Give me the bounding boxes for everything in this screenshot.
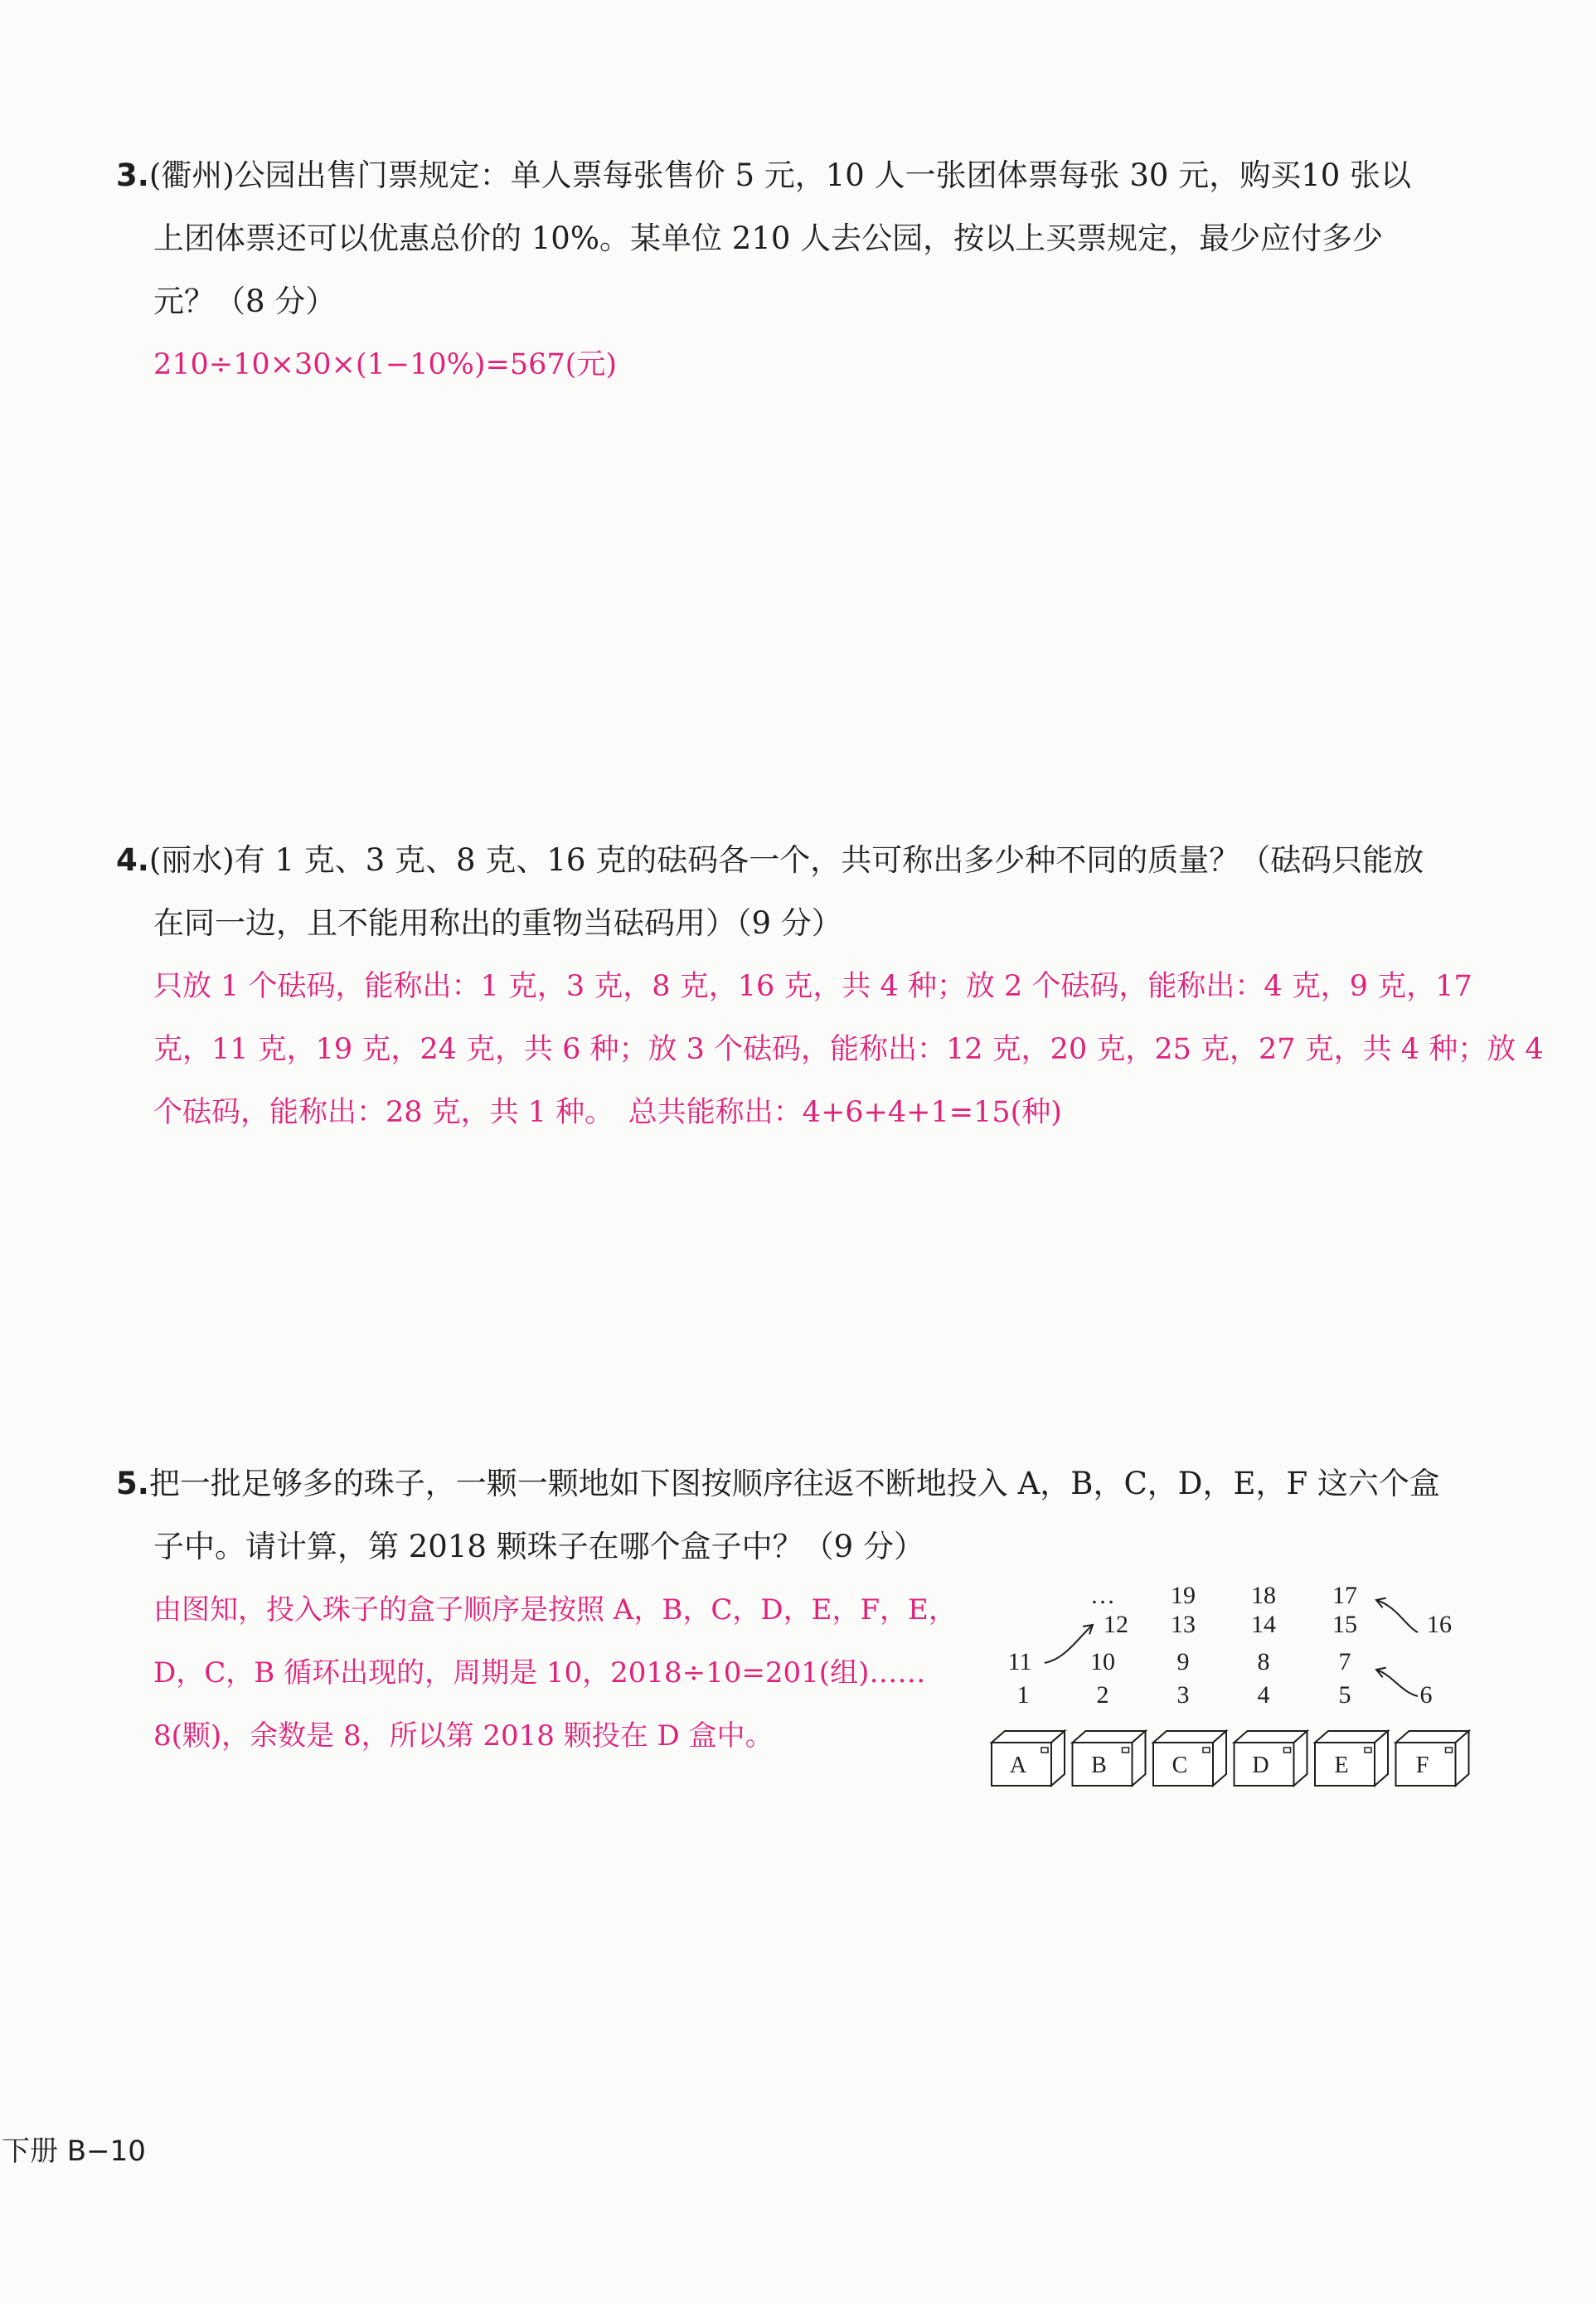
- question-4-number: 4.: [116, 842, 149, 878]
- question-4-answer-line-2: 克，11 克，19 克，24 克，共 6 种；放 3 个砝码，能称出：12 克，20 克，25 克，27 克，共 4 种；放 4: [153, 1033, 1544, 1066]
- box-e: [1315, 1731, 1388, 1786]
- question-5-line-2: 子中。请计算，第 2018 颗珠子在哪个盒子中？（9 分）: [153, 1529, 924, 1564]
- question-3-line-2: 上团体票还可以优惠总价的 10%。某单位 210 人去公园，按以上买票规定，最少应付多少: [153, 221, 1384, 256]
- question-5-number: 5.: [116, 1466, 149, 1501]
- question-4-line-1: 4.(丽水)有 1 克、3 克、8 克、16 克的砝码各一个，共可称出多少种不同的质量？（砝码只能放: [116, 842, 1424, 878]
- diagram-number: 3: [1176, 1681, 1190, 1709]
- diagram-number: 17: [1332, 1582, 1357, 1609]
- question-5-answer-line-1: 由图知，投入珠子的盒子顺序是按照 A，B，C，D，E，F，E，: [153, 1593, 957, 1627]
- question-4-answer-line-1: 只放 1 个砝码，能称出：1 克，3 克，8 克，16 克，共 4 种；放 2 个砝码，能称出：4 克，9 克，17: [153, 970, 1472, 1003]
- diagram-number: 19: [1171, 1582, 1196, 1609]
- question-3-number: 3.: [116, 158, 149, 193]
- diagram-arrow: [1376, 1670, 1418, 1696]
- diagram-arrow: [1045, 1625, 1093, 1663]
- diagram-number: 10: [1090, 1648, 1115, 1675]
- box-label: C: [1172, 1753, 1188, 1778]
- diagram-number: 2: [1096, 1681, 1109, 1709]
- question-3-answer: 210÷10×30×(1−10%)=567(元): [153, 348, 617, 381]
- box-label: F: [1415, 1753, 1429, 1778]
- box-b: [1073, 1731, 1146, 1786]
- diagram-number: 13: [1171, 1611, 1196, 1638]
- box-f: [1396, 1731, 1469, 1786]
- diagram-number: 9: [1176, 1648, 1190, 1675]
- diagram-number: 16: [1427, 1611, 1452, 1638]
- question-4-answer-line-3: 个砝码，能称出：28 克，共 1 种。 总共能称出：4+6+4+1=15(种): [153, 1096, 1062, 1129]
- question-3: [116, 144, 1476, 396]
- question-3-line-3: 元？（8 分）: [153, 284, 337, 319]
- diagram-number: 14: [1251, 1611, 1276, 1638]
- question-4: [116, 829, 1544, 1144]
- question-5-answer-line-3: 8(颗)，余数是 8，所以第 2018 颗投在 D 盒中。: [153, 1719, 774, 1753]
- page-footer: 下册 B−10: [2, 2135, 146, 2168]
- box-label: E: [1334, 1753, 1349, 1778]
- question-3-line-1: 3.(衢州)公园出售门票规定：单人票每张售价 5 元，10 人一张团体票每张 30 元，购买10 张以: [116, 158, 1412, 193]
- question-4-line-2: 在同一边，且不能用称出的重物当砝码用）（9 分）: [153, 905, 842, 941]
- diagram-number: …: [1090, 1582, 1115, 1609]
- diagram-arrow: [1376, 1600, 1418, 1632]
- box-label: A: [1009, 1753, 1027, 1778]
- diagram-number: 15: [1332, 1611, 1357, 1638]
- box-label: B: [1091, 1753, 1107, 1778]
- diagram-number: 12: [1104, 1611, 1128, 1638]
- diagram-number: 5: [1338, 1681, 1351, 1709]
- diagram-number: 6: [1419, 1681, 1433, 1709]
- diagram-number: 11: [1007, 1648, 1032, 1675]
- bead-box-diagram: [987, 1580, 1484, 1787]
- box-a: [992, 1731, 1065, 1786]
- diagram-number: 18: [1251, 1582, 1276, 1609]
- box-label: D: [1252, 1753, 1269, 1778]
- diagram-number: 7: [1338, 1648, 1351, 1675]
- question-5-line-1: 5.把一批足够多的珠子，一颗一颗地如下图按顺序往返不断地投入 A，B，C，D，E，F 这六个盒: [116, 1466, 1440, 1501]
- question-5-answer-line-2: D，C，B 循环出现的，周期是 10，2018÷10=201(组)……: [153, 1656, 926, 1690]
- box-c: [1153, 1731, 1226, 1786]
- diagram-number: 8: [1257, 1648, 1270, 1675]
- diagram-number: 4: [1257, 1681, 1270, 1709]
- box-d: [1235, 1731, 1307, 1786]
- diagram-number: 1: [1016, 1681, 1030, 1709]
